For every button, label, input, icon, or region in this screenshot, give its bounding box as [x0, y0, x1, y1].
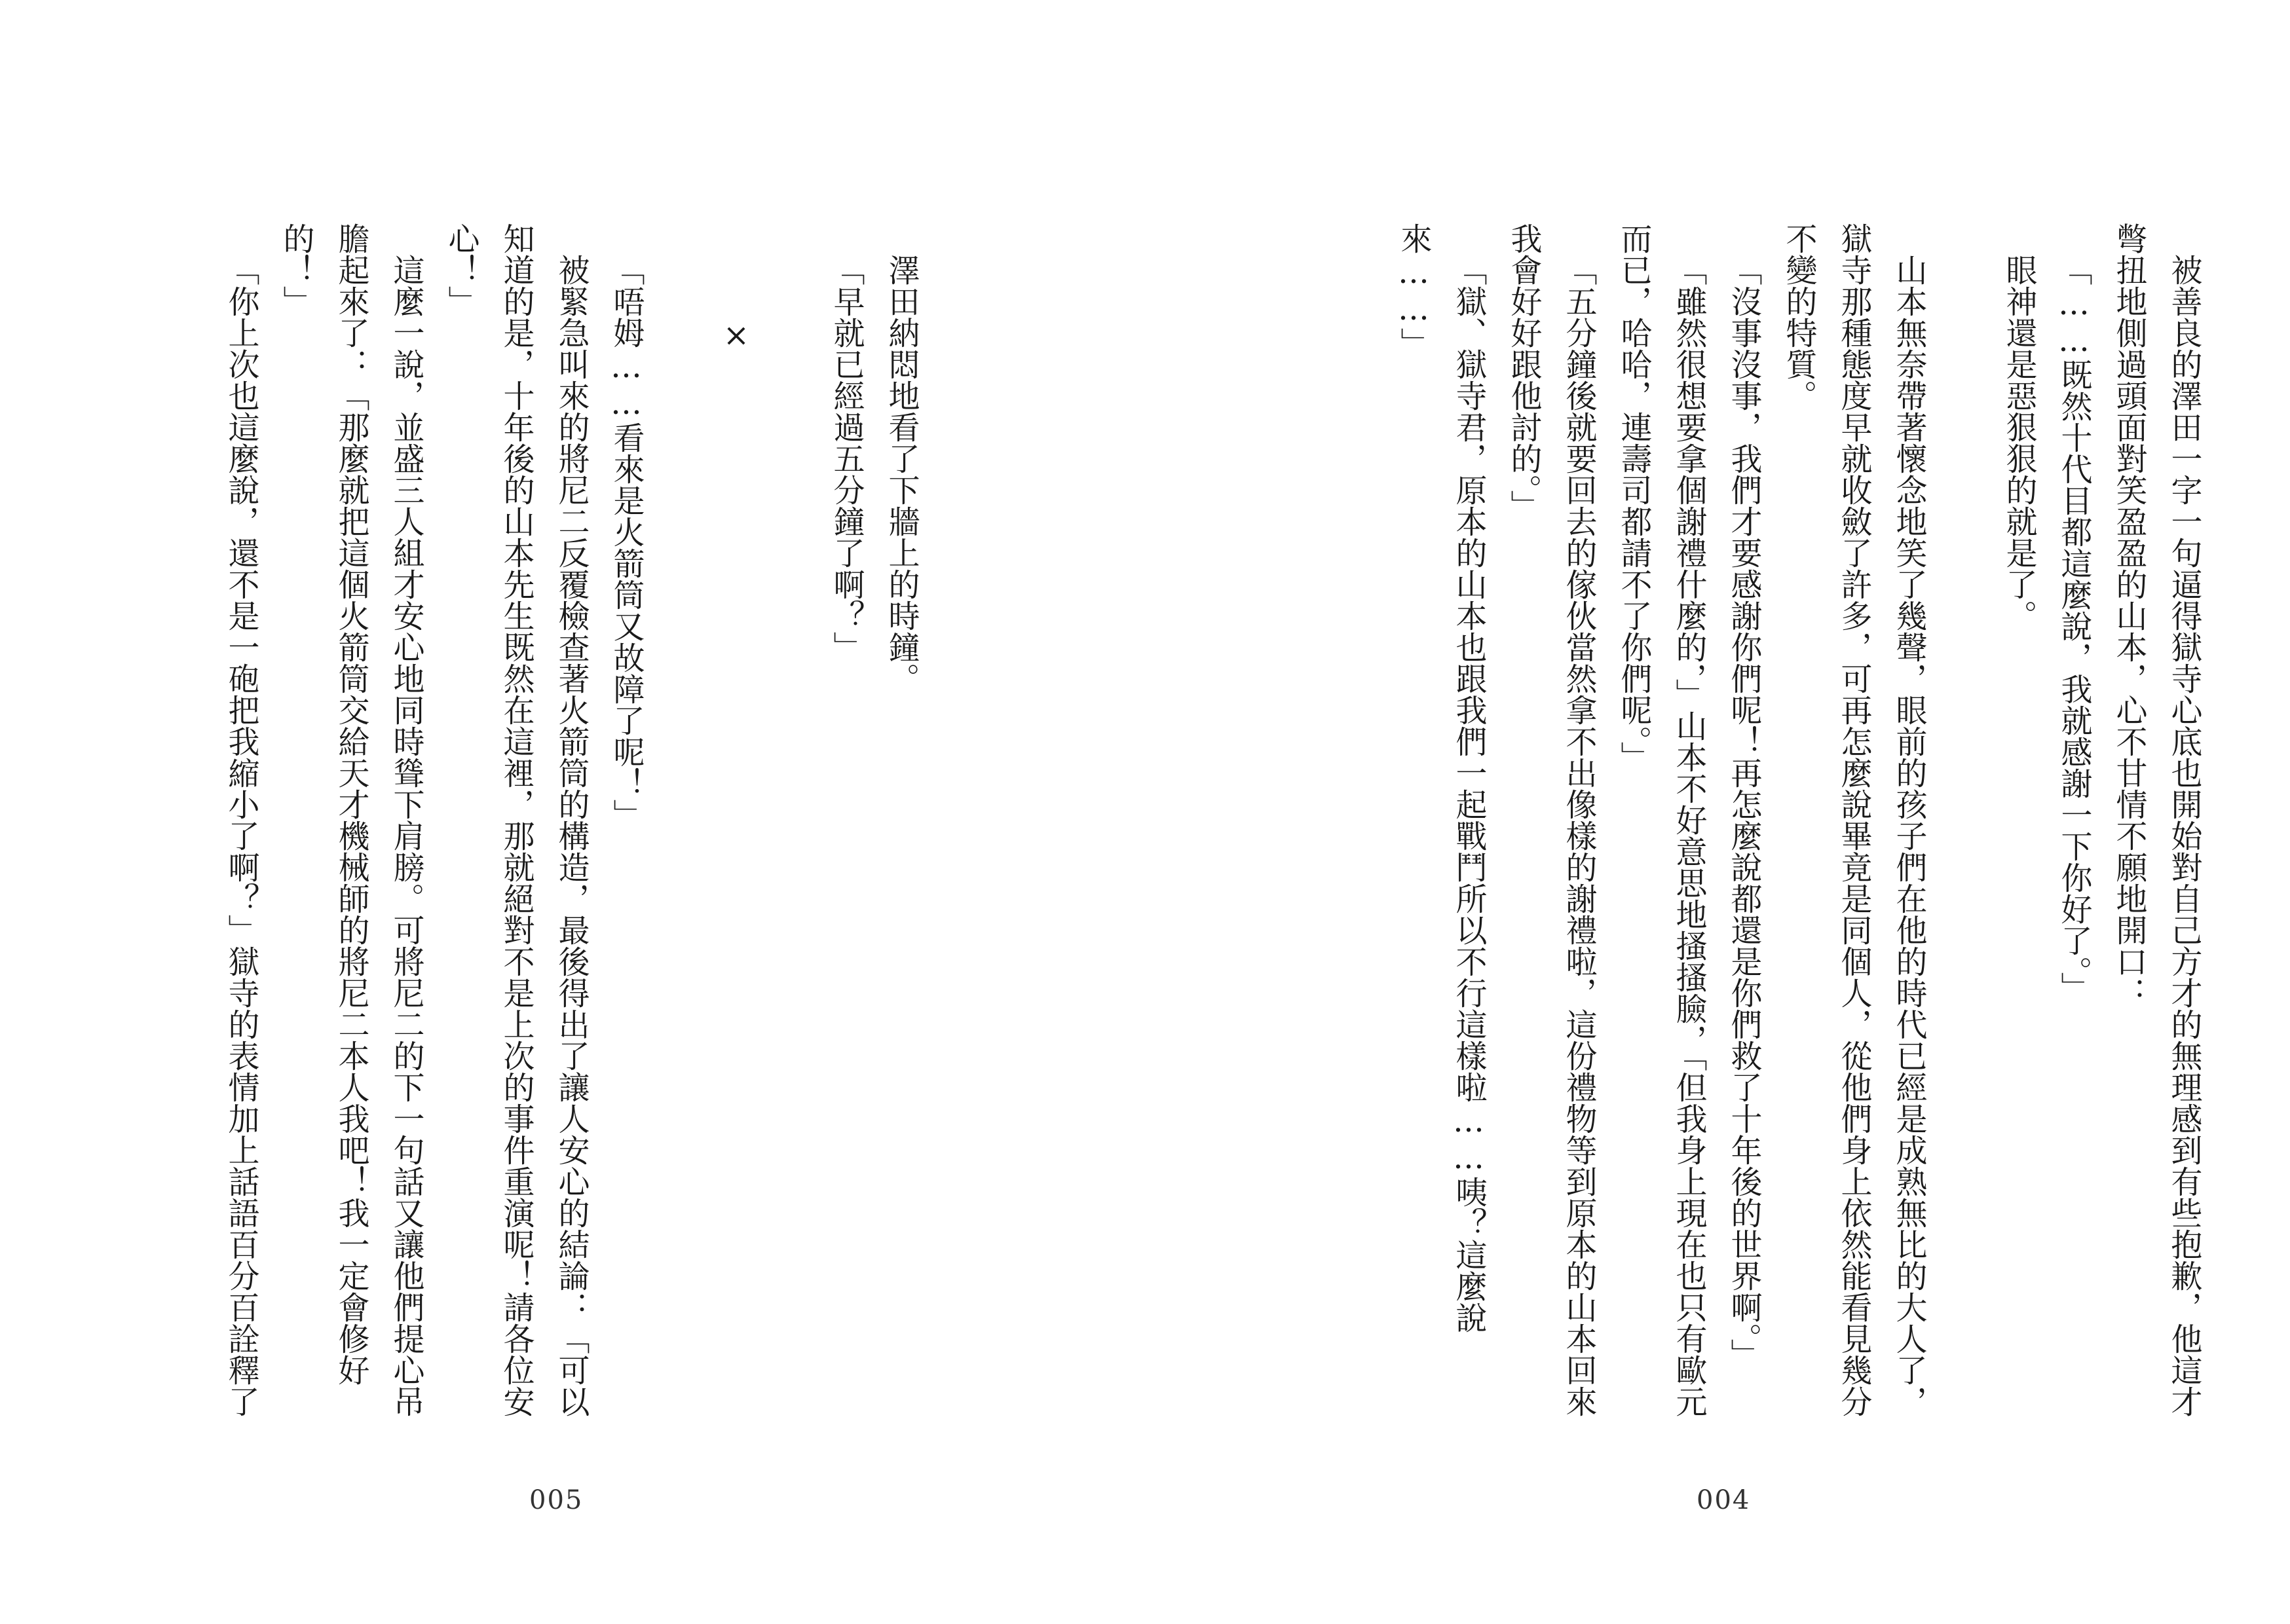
page-number: 004 — [1697, 1485, 1751, 1515]
scene-break: × — [718, 317, 755, 354]
paragraph: 被緊急叫來的將尼二反覆檢查著火箭筒的構造，最後得出了讓人安心的結論：「可以知道的是，十年後的山本先生既然在這裡，那就絕對不是上次的事件重演呢！請各位安心！」 — [443, 223, 590, 1417]
paragraph: 「……既然十代目都這麼說，我就感謝一下你好了。」 — [2055, 254, 2092, 1003]
paragraph-gap — [764, 223, 819, 1428]
right-page-text — [1334, 223, 2211, 1428]
paragraph: 「雖然很想要拿個謝禮什麼的，」山本不好意思地搔搔臉，「但我身上現在也只有歐元而已，哈哈，連壽司都請不了你們呢。」 — [1615, 223, 1707, 1417]
paragraph: 山本無奈帶著懷念地笑了幾聲，眼前的孩子們在他的時代已經是成熟無比的大人了，獄寺那種態度早就收斂了許多，可再怎麼說畢竟是同個人，從他們身上依然能看見幾分不變的特質。 — [1780, 223, 1927, 1417]
paragraph: 澤田納悶地看了下牆上的時鐘。 — [883, 254, 920, 694]
page-number: 005 — [529, 1485, 584, 1515]
paragraph: 被善良的澤田一字一句逼得獄寺心底也開始對自己方才的無理感到有些抱歉，他這才彆扭地側過頭面對笑盈盈的山本，心不甘情不願地開口： — [2111, 223, 2202, 1417]
right-page — [1145, 0, 2290, 1624]
paragraph: 「沒事沒事，我們才要感謝你們呢！再怎麼說都還是你們救了十年後的世界啊。」 — [1725, 254, 1762, 1370]
paragraph: 「獄、獄寺君，原本的山本也跟我們一起戰鬥所以不行這樣啦……咦？這麼說來……」 — [1395, 223, 1487, 1333]
left-page-text — [0, 223, 929, 1428]
paragraph-gap — [1936, 223, 1991, 1428]
paragraph: 「唔姆……看來是火箭筒又故障了呢！」 — [608, 254, 645, 830]
paragraph: 這麼一說，並盛三人組才安心地同時聳下肩膀。可將尼二的下一句話又讓他們提心吊膽起來了：「那麼就把這個火箭筒交給天才機械師的將尼二本人我吧！我一定會修好的！」 — [278, 223, 424, 1417]
paragraph: 「你上次也這麼說，還不是一砲把我縮小了啊？」獄寺的表情加上話語百分百詮釋了 — [223, 254, 259, 1417]
paragraph: 「早就已經過五分鐘了啊？」 — [828, 254, 865, 663]
paragraph-gap — [654, 223, 709, 1428]
paragraph: 眼神還是惡狠狠的就是了。 — [2000, 254, 2037, 631]
paragraph: 「五分鐘後就要回去的傢伙當然拿不出像樣的謝禮啦，這份禮物等到原本的山本回來我會好好跟他討的。」 — [1505, 223, 1597, 1417]
